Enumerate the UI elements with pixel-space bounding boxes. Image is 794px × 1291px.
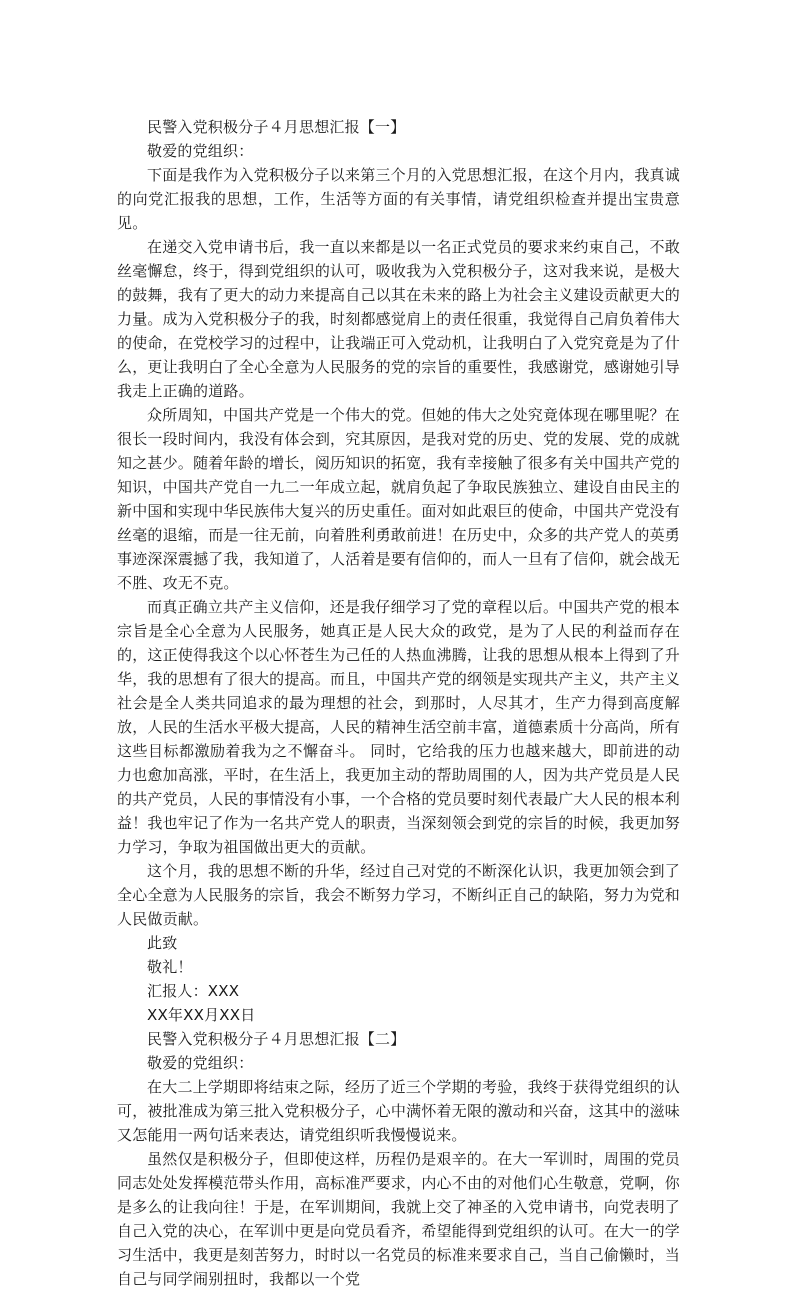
report-1-date: XX年XX月XX日 xyxy=(147,1006,256,1024)
report-2-paragraph: 在大二上学期即将结束之际，经历了近三个学期的考验，我终于获得党组织的认可，被批准成为第三批入党积极分子，心中满怀着无限的激动和兴奋，这其中的滋味又怎能用一两句话来表达，请党组织听我慢慢说来。 xyxy=(117,1078,680,1144)
document-page xyxy=(117,115,680,1291)
report-1-paragraph: 下面是我作为入党积极分子以来第三个月的入党思想汇报，在这个月内，我真诚的向党汇报我的思想，工作，生活等方面的有关事情，请党组织检查并提出宝贵意见。 xyxy=(117,166,680,232)
report-1-paragraph: 众所周知，中国共产党是一个伟大的党。但她的伟大之处究竟体现在哪里呢？在很长一段时间内，我没有体会到，究其原因，是我对党的历史、党的发展、党的成就知之甚少。随着年龄的增长，阅历知识的拓宽，我有幸接触了很多有关中国共产党的知识，中国共产党自一九二一年成立起，就肩负起了争取民族独立、建设自由民主的新中国和实现中华民族伟大复兴的历史重任。面对如此艰巨的使命，中国共产党没有丝毫的退缩，而是一往无前，向着胜利勇敢前进！在历史中，众多的共产党人的英勇事迹深深震撼了我，我知道了，人活着是要有信仰的，而人一旦有了信仰，就会战无不胜、攻无不克。 xyxy=(117,406,680,592)
report-1-paragraph: 而真正确立共产主义信仰，还是我仔细学习了党的章程以后。中国共产党的根本宗旨是全心全意为人民服务，她真正是人民大众的政党，是为了人民的利益而存在的，这正使得我这个以心怀苍生为己任的人热血沸腾，让我的思想从根本上得到了升华，我的思想有了很大的提高。而且，中国共产党的纲领是实现共产主义，共产主义社会是全人类共同追求的最为理想的社会，到那时，人尽其才，生产力得到高度解放，人民的生活水平极大提高，人民的精神生活空前丰富，道德素质十分高尚，所有这些目标都激励着我为之不懈奋斗。 同时，它给我的压力也越来越大，即前进的动力也愈加高涨，平时，在生活上，我更加主动的帮助周围的人，因为共产党员是人民的共产党员，人民的事情没有小事，一个合格的党员要时刻代表最广大人民的根本利益！我也牢记了作为一名共产党人的职责，当深刻领会到党的宗旨的时候，我更加努力学习，争取为祖国做出更大的贡献。 xyxy=(117,598,680,856)
report-1-closing: 此致 xyxy=(147,934,178,952)
report-1-regards: 敬礼！ xyxy=(147,958,193,976)
report-1-paragraph: 这个月，我的思想不断的升华，经过自己对党的不断深化认识，我更加领会到了全心全意为人民服务的宗旨，我会不断努力学习，不断纠正自己的缺陷，努力为党和人民做贡献。 xyxy=(117,862,680,928)
report-2-title: 民警入党积极分子４月思想汇报【二】 xyxy=(147,1030,406,1048)
report-1-reporter: 汇报人：XXX xyxy=(147,982,240,1000)
report-1-salutation: 敬爱的党组织： xyxy=(147,142,254,160)
report-1-paragraph: 在递交入党申请书后，我一直以来都是以一名正式党员的要求来约束自己，不敢丝毫懈怠，终于，得到党组织的认可，吸收我为入党积极分子，这对我来说，是极大的鼓舞，我有了更大的动力来提高自己以其在未来的路上为社会主义建设贡献更大的力量。成为入党积极分子的我，时刻都感觉肩上的责任很重，我觉得自己肩负着伟大的使命，在党校学习的过程中，让我端正可入党动机，让我明白了入党究竟是为了什么，更让我明白了全心全意为人民服务的党的宗旨的重要性，我感谢党，感谢她引导我走上正确的道路。 xyxy=(117,238,680,400)
report-1-title: 民警入党积极分子４月思想汇报【一】 xyxy=(147,118,406,136)
report-2-salutation: 敬爱的党组织： xyxy=(147,1054,254,1072)
report-2-paragraph: 虽然仅是积极分子，但即使这样，历程仍是艰辛的。在大一军训时，周围的党员同志处处发挥模范带头作用，高标准严要求，内心不由的对他们心生敬意，党啊，你是多么的让我向往！于是，在军训期间，我就上交了神圣的入党申请书，向党表明了自己入党的决心，在军训中更是向党员看齐，希望能得到党组织的认可。在大一的学习生活中，我更是刻苦努力，时时以一名党员的标准来要求自己，当自己偷懒时，当自己与同学闹别扭时，我都以一个党 xyxy=(117,1150,680,1288)
